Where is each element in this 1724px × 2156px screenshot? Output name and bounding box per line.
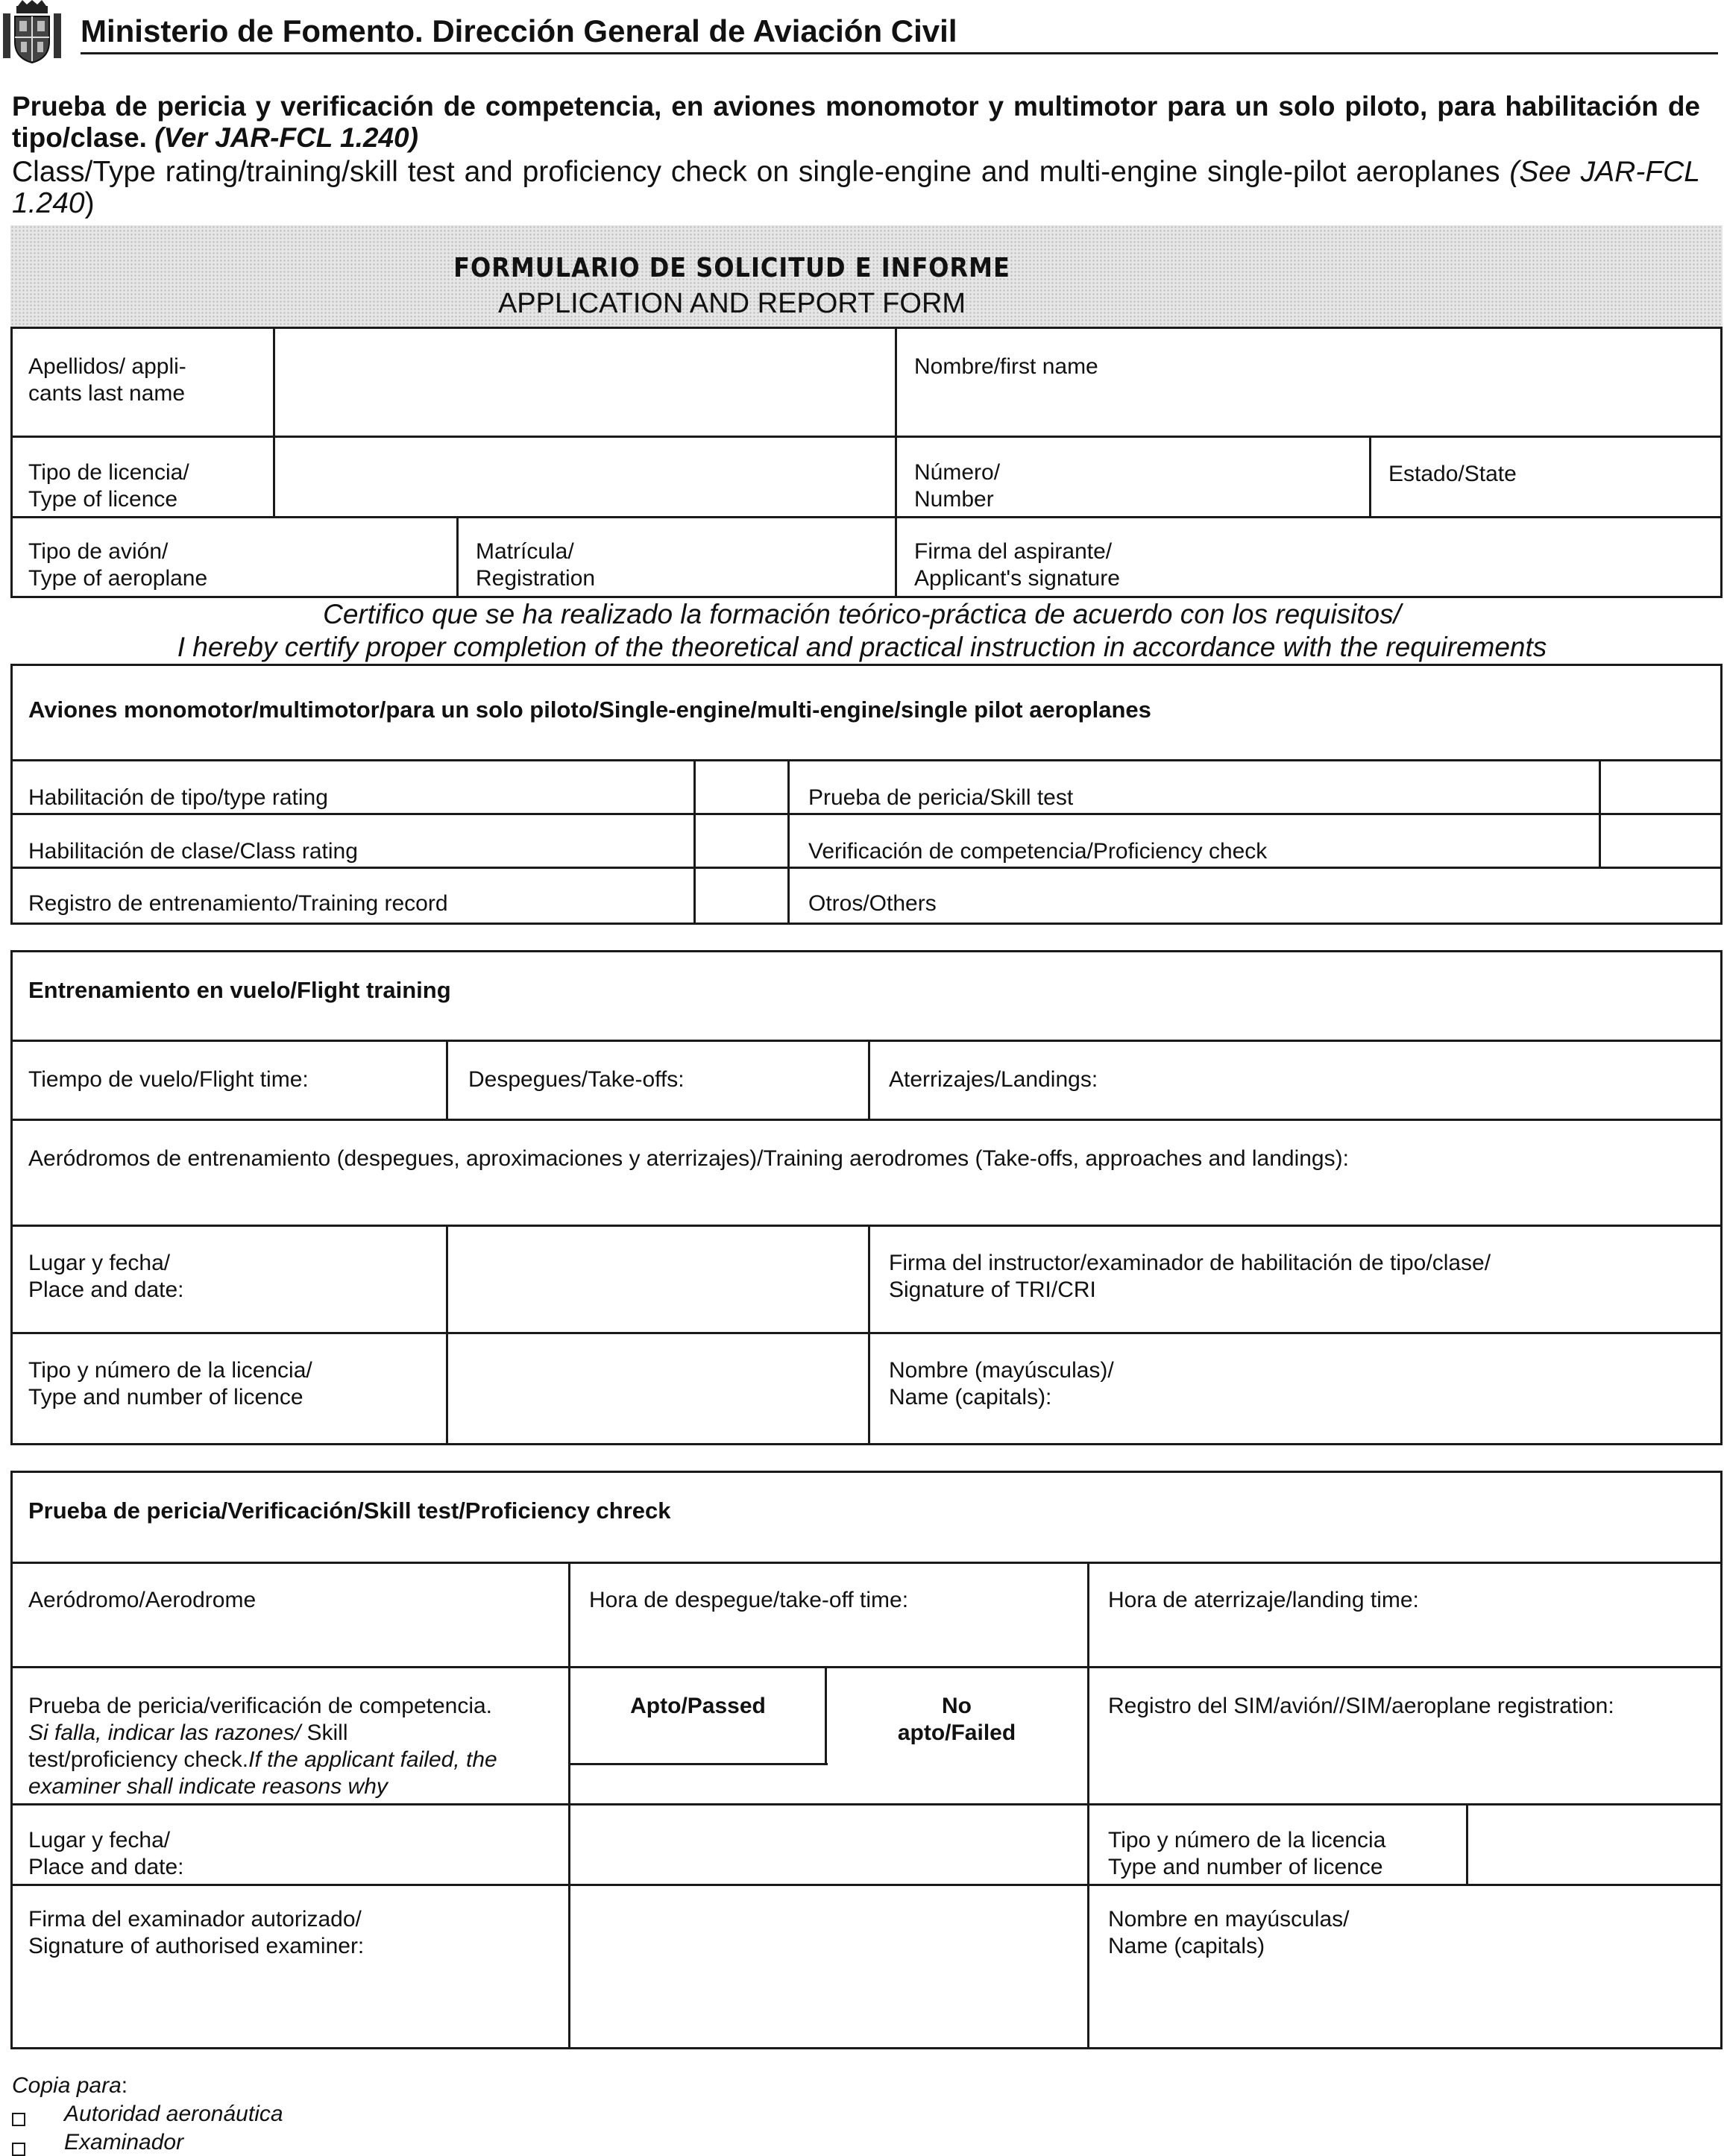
title-spanish-main: Prueba de pericia y verificación de competencia, en aviones monomotor y multimotor para un solo piloto, para habilitación de tipo/clase.	[12, 91, 1700, 153]
title-english	[12, 157, 1700, 219]
divider	[10, 867, 1723, 869]
divider	[10, 1119, 1723, 1121]
examiner-licence-label-en: Type and number of licence	[1108, 1855, 1383, 1879]
skill-test-reasons-en: If the applicant failed, the	[248, 1747, 497, 1772]
applicant-signature-label-es: Firma del aspirante/	[914, 539, 1113, 564]
header-rule	[81, 52, 1718, 54]
skill-test-label: Prueba de pericia/Skill test	[808, 785, 1074, 810]
divider	[1599, 759, 1601, 867]
examiner-signature-label	[28, 1906, 364, 1960]
divider	[10, 516, 1723, 518]
certification-spanish: Certifico que se ha realizado la formación teórico-práctica de acuerdo con los requisitos/	[323, 599, 1401, 629]
class-rating-checkbox[interactable]	[696, 816, 786, 865]
divider	[1369, 436, 1371, 516]
ministry-heading: Ministerio de Fomento. Dirección General de Aviación Civil	[81, 13, 957, 48]
applicant-signature-field[interactable]	[914, 538, 1120, 592]
title-english-ref: (See JAR-FCL 1.240	[12, 156, 1700, 219]
instructor-licence-label-es: Tipo y número de la licencia/	[28, 1358, 312, 1383]
landing-time-field[interactable]: Hora de aterrizaje/landing time:	[1108, 1588, 1419, 1612]
copies-label-text: Copia para	[12, 2073, 122, 2098]
aeroplane-type-field[interactable]	[28, 538, 207, 592]
divider	[1466, 1803, 1468, 1884]
flight-time-field[interactable]: Tiempo de vuelo/Flight time:	[28, 1067, 309, 1092]
divider	[10, 1040, 1723, 1042]
last-name-label-es: Apellidos/ appli-	[28, 354, 186, 379]
instructor-licence-label-en: Type and number of licence	[28, 1385, 303, 1409]
examiner-licence-field[interactable]	[1469, 1806, 1721, 1882]
proficiency-check-label: Verificación de competencia/Proficiency check	[808, 839, 1268, 864]
certification-english: I hereby certify proper completion of the theoretical and practical instruction in accordance with the requirements	[177, 632, 1547, 662]
skill-place-date-label	[28, 1827, 184, 1881]
divider	[10, 759, 1723, 761]
last-name-label	[28, 353, 186, 407]
aeroplane-type-label-en: Type of aeroplane	[28, 566, 208, 591]
registration-label-es: Matrícula/	[476, 539, 574, 564]
skill-test-result-label	[28, 1693, 497, 1800]
divider	[10, 1884, 1723, 1886]
licence-type-label-en: Type of licence	[28, 487, 178, 512]
examiner-signature-label-en: Signature of authorised examiner:	[28, 1934, 365, 1958]
skill-test-checkbox[interactable]	[1602, 762, 1721, 811]
skill-test-result-line: Prueba de pericia/verificación de competencia.	[28, 1694, 493, 1718]
title-english-main: Class/Type rating/training/skill test and proficiency check on single-engine and multi-engine single-pilot aeroplanes	[12, 156, 1500, 188]
copy-aviation-authority-label: Autoridad aeronáutica	[64, 2102, 283, 2126]
divider	[868, 1040, 870, 1119]
instructor-licence-field[interactable]	[449, 1335, 866, 1444]
divider	[273, 327, 275, 516]
examiner-licence-label-es: Tipo y número de la licencia	[1108, 1828, 1386, 1852]
licence-number-label-es: Número/	[914, 460, 1001, 485]
training-place-date-label-en: Place and date:	[28, 1277, 184, 1302]
registration-field[interactable]	[476, 538, 595, 592]
form-header-band	[10, 225, 1723, 328]
sim-registration-field[interactable]: Registro del SIM/avión//SIM/aeroplane registration:	[1108, 1694, 1614, 1718]
skill-place-date-label-es: Lugar y fecha/	[28, 1828, 171, 1852]
divider	[868, 1225, 870, 1445]
last-name-label-en: cants last name	[28, 381, 186, 406]
skill-place-date-field[interactable]	[571, 1806, 1086, 1882]
failed-option[interactable]	[828, 1693, 1086, 1747]
class-rating-label: Habilitación de clase/Class rating	[28, 839, 358, 864]
type-rating-checkbox[interactable]	[696, 762, 786, 811]
training-aerodromes-field[interactable]: Aeródromos de entrenamiento (despegues, aproximaciones y aterrizajes)/Training aerodromes (Take-offs, approaches and landings):	[28, 1146, 1349, 1171]
training-place-date-field[interactable]	[449, 1228, 866, 1330]
form-title-spanish: FORMULARIO DE SOLICITUD E INFORME	[453, 252, 1010, 283]
divider	[568, 1562, 570, 2049]
copies-label-colon: :	[121, 2073, 128, 2098]
divider	[10, 813, 1723, 815]
flight-training-section-title: Entrenamiento en vuelo/Flight training	[28, 977, 451, 1003]
training-place-date-label-es: Lugar y fecha/	[28, 1251, 171, 1275]
others-field[interactable]: Otros/Others	[808, 891, 937, 916]
failed-option-line: No	[942, 1694, 972, 1718]
divider	[693, 759, 696, 925]
training-place-date-label	[28, 1250, 184, 1304]
examiner-licence-label	[1108, 1827, 1385, 1881]
skill-test-result-line: examiner shall indicate reasons why	[28, 1774, 388, 1799]
aeroplanes-section-title: Aviones monomotor/multimotor/para un solo piloto/Single-engine/multi-engine/single pilot aeroplanes	[28, 697, 1151, 723]
training-record-label: Registro de entrenamiento/Training record	[28, 891, 448, 916]
skill-test-reasons-es: Si falla, indicar las razones/	[28, 1720, 301, 1745]
instructor-signature-label-en: Signature of TRI/CRI	[889, 1277, 1096, 1302]
divider	[10, 1562, 1723, 1564]
takeoffs-field[interactable]: Despegues/Take-offs:	[468, 1067, 685, 1092]
licence-number-field[interactable]	[914, 459, 1000, 513]
skill-test-result-line	[28, 1747, 497, 1773]
copies-label	[12, 2073, 128, 2099]
licence-type-field[interactable]	[276, 439, 892, 515]
aeroplane-type-label-es: Tipo de avión/	[28, 539, 169, 564]
applicant-signature-label-en: Applicant's signature	[914, 566, 1120, 591]
failed-option-line: apto/Failed	[897, 1720, 1016, 1745]
passed-option[interactable]: Apto/Passed	[630, 1694, 766, 1718]
divider	[456, 516, 459, 598]
divider	[10, 1666, 1723, 1668]
divider	[446, 1225, 448, 1445]
landings-field[interactable]: Aterrizajes/Landings:	[889, 1067, 1098, 1092]
type-rating-label: Habilitación de tipo/type rating	[28, 785, 328, 810]
takeoff-time-field[interactable]: Hora de despegue/take-off time:	[589, 1588, 909, 1612]
examiner-signature-field[interactable]	[571, 1887, 1086, 2048]
divider	[895, 327, 897, 598]
instructor-licence-label	[28, 1357, 312, 1411]
title-spanish-ref: (Ver JAR-FCL 1.240)	[154, 122, 418, 153]
licence-type-label	[28, 459, 189, 513]
divider	[446, 1040, 448, 1119]
divider	[10, 436, 1723, 438]
title-english-close: )	[84, 187, 95, 219]
certification-statement	[0, 598, 1724, 664]
licence-type-label-es: Tipo de licencia/	[28, 460, 189, 485]
examiner-name-label-es: Nombre en mayúsculas/	[1108, 1907, 1350, 1932]
skill-place-date-label-en: Place and date:	[28, 1855, 184, 1879]
examiner-signature-label-es: Firma del examinador autorizado/	[28, 1907, 362, 1932]
divider	[568, 1763, 828, 1765]
state-field[interactable]: Estado/State	[1388, 462, 1517, 486]
copy-examiner-checkbox[interactable]	[12, 2143, 25, 2156]
registration-label-en: Registration	[476, 566, 596, 591]
first-name-field[interactable]: Nombre/first name	[914, 354, 1098, 379]
training-record-checkbox[interactable]	[696, 870, 786, 923]
skill-test-result-line	[28, 1720, 497, 1747]
skill-test-proficiency-en: test/proficiency check.	[28, 1747, 249, 1772]
instructor-name-label-en: Name (capitals):	[889, 1385, 1052, 1409]
title-spanish	[12, 91, 1700, 154]
divider	[825, 1666, 827, 1764]
examiner-name-label-en: Name (capitals)	[1108, 1934, 1265, 1958]
instructor-name-field[interactable]	[889, 1357, 1114, 1411]
examiner-name-field[interactable]	[1108, 1906, 1349, 1960]
divider	[787, 759, 790, 925]
skill-test-skill-word: Skill	[301, 1720, 348, 1745]
instructor-name-label-es: Nombre (mayúsculas)/	[889, 1358, 1114, 1383]
divider	[10, 327, 1723, 329]
instructor-signature-label-es: Firma del instructor/examinador de habilitación de tipo/clase/	[889, 1251, 1491, 1275]
proficiency-check-checkbox[interactable]	[1602, 816, 1721, 865]
aerodrome-field[interactable]: Aeródromo/Aerodrome	[28, 1588, 257, 1612]
divider	[10, 1225, 1723, 1227]
licence-number-label-en: Number	[914, 487, 994, 512]
copy-aviation-authority-checkbox[interactable]	[12, 2113, 25, 2126]
skill-test-section-title: Prueba de pericia/Verificación/Skill test/Proficiency chreck	[28, 1497, 671, 1524]
last-name-field[interactable]	[276, 330, 892, 434]
copy-examiner-label: Examinador	[64, 2130, 184, 2155]
coat-of-arms-icon	[0, 0, 64, 64]
divider	[1087, 1562, 1089, 2049]
form-title-english: APPLICATION AND REPORT FORM	[497, 288, 966, 319]
divider	[10, 1332, 1723, 1334]
instructor-signature-field[interactable]	[889, 1250, 1491, 1304]
